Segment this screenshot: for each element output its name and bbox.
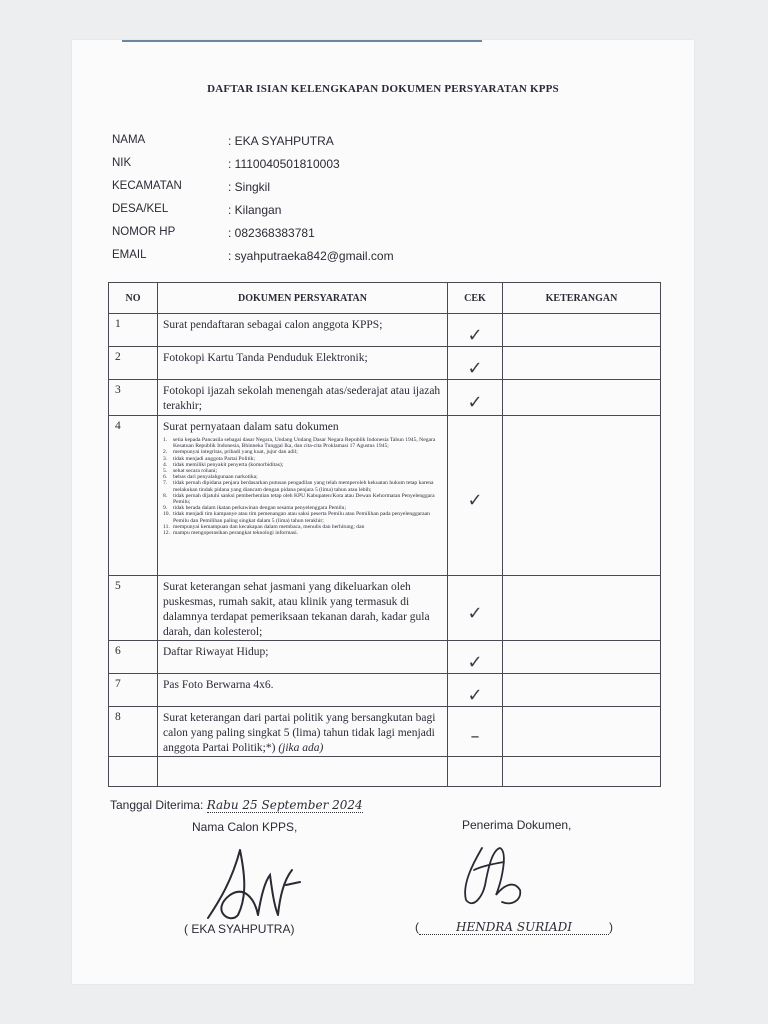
- header-dokumen: DOKUMEN PERSYARATAN: [158, 283, 448, 314]
- item-number: 12.: [163, 530, 170, 537]
- row-check-cell: [448, 707, 503, 757]
- row-document: Fotokopi Kartu Tanda Penduduk Elektronik;: [158, 347, 448, 380]
- row-check-cell: [448, 576, 503, 641]
- row-check-cell: [448, 416, 503, 576]
- field-value: : EKA SYAHPUTRA: [228, 134, 334, 148]
- list-item: [163, 511, 443, 523]
- field-value: : syahputraeka842@gmail.com: [228, 249, 394, 263]
- row-keterangan: [503, 347, 661, 380]
- item-text: mempunyai integritas, pribadi yang kuat, jujur dan adil;: [173, 449, 298, 456]
- item-text: bebas dari penyalahgunaan narkotika;: [173, 474, 258, 481]
- field-value: : 1110040501810003: [228, 157, 340, 171]
- checkmark-icon: ✓: [467, 324, 483, 346]
- row-keterangan: [503, 416, 661, 576]
- checkmark-icon: ✓: [467, 651, 483, 673]
- item-text: setia kepada Pancasila sebagai dasar Negara, Undang Undang Dasar Negara Republik Indonesia Tahun 1945, Negara Kesatuan Republik Indonesia, Bhinneka Tunggal Ika, dan cita-cita Proklamasi 17 Agustus 1945;: [173, 437, 436, 450]
- field-label: NOMOR HP: [112, 226, 176, 238]
- item-number: 3.: [163, 455, 168, 462]
- item-text: tidak pernah dijatuhi sanksi pemberhentian tetap oleh KPU Kabupaten/Kota atau Dewan Kehormatan Penyelenggara Pemilu;: [173, 492, 435, 506]
- item-text: tidak berada dalam ikatan perkawinan dengan sesama penyelenggara Pemilu;: [173, 505, 347, 512]
- table-row: [109, 314, 661, 347]
- row-keterangan: [503, 707, 661, 757]
- row-check-cell: [448, 674, 503, 707]
- top-border-line: [122, 40, 482, 42]
- row-number: 8: [109, 707, 158, 757]
- row-number: 7: [109, 674, 158, 707]
- list-item: [163, 480, 443, 492]
- row-keterangan: [503, 757, 661, 787]
- item-text: tidak menjadi anggota Partai Politik;: [173, 455, 256, 462]
- row-keterangan: [503, 314, 661, 347]
- requirements-table: [108, 282, 661, 787]
- receiver-name-handwritten: HENDRA SURIADI: [419, 920, 609, 935]
- document-title: DAFTAR ISIAN KELENGKAPAN DOKUMEN PERSYARATAN KPPS: [207, 83, 559, 95]
- item-number: 6.: [163, 474, 168, 481]
- checkmark-icon: ✓: [467, 684, 483, 706]
- item-number: 4.: [163, 461, 168, 468]
- field-label: NIK: [112, 157, 132, 169]
- row-keterangan: [503, 641, 661, 674]
- row-check-cell: [448, 380, 503, 416]
- row-check-cell: [448, 314, 503, 347]
- item-number: 10.: [163, 511, 170, 518]
- row-document: [158, 416, 448, 576]
- row-document: Surat keterangan sehat jasmani yang dikeluarkan oleh puskesmas, rumah sakit, atau klinik yang termasuk di dalamnya terdapat pemeriksaan tekanan darah, kadar gula darah, dan kolesterol;: [158, 576, 448, 641]
- item-text: sehat secara rohani;: [173, 468, 218, 475]
- row-keterangan: [503, 674, 661, 707]
- row-document-note: (jika ada): [278, 742, 324, 754]
- row-number: 6: [109, 641, 158, 674]
- field-label: DESA/KEL: [112, 203, 169, 215]
- table-row: [109, 416, 661, 576]
- paren-close: ): [609, 920, 613, 934]
- item-number: 5.: [163, 468, 168, 475]
- item-number: 1.: [163, 437, 168, 443]
- field-label: KECAMATAN: [112, 180, 182, 192]
- row-document: [158, 757, 448, 787]
- candidate-signature-image: [200, 840, 310, 930]
- item-number: 9.: [163, 505, 168, 512]
- header-keterangan: KETERANGAN: [503, 283, 661, 314]
- table-row: [109, 674, 661, 707]
- row-number: [109, 757, 158, 787]
- row-check-cell: [448, 757, 503, 787]
- row-keterangan: [503, 380, 661, 416]
- row-document-text: Surat keterangan dari partai politik yang bersangkutan bagi calon yang paling singkat 5 (lima) tahun tidak lagi menjadi anggota Partai Politik;*): [163, 712, 436, 754]
- document-page: [72, 40, 694, 984]
- table-row: [109, 347, 661, 380]
- candidate-signature-title: Nama Calon KPPS,: [192, 820, 298, 834]
- receiver-name: [415, 920, 613, 935]
- checkmark-icon: ✓: [467, 602, 483, 624]
- date-received: [110, 798, 363, 813]
- row-document-title: Surat pernyataan dalam satu dokumen: [163, 421, 339, 433]
- field-label: NAMA: [112, 134, 146, 146]
- item-text: tidak menjadi tim kampanye atau tim pemenangan atau saksi peserta Pemilu atau Pemilihan pada penyelenggaraan Pemilu dan Pemilihan paling singkat dalam 5 (lima) tahun terakhir;: [173, 511, 430, 524]
- item-number: 7.: [163, 480, 168, 487]
- table-row: [109, 641, 661, 674]
- table-row: [109, 576, 661, 641]
- row-document: Pas Foto Berwarna 4x6.: [158, 674, 448, 707]
- row-number: 5: [109, 576, 158, 641]
- item-number: 2.: [163, 449, 168, 456]
- item-text: tidak pernah dipidana penjara berdasarkan putusan pengadilan yang telah memperoleh kekuatan hukum tetap karena melakukan tindak pidana yang diancam dengan pidana penjara 5 (lima) tahun atau lebih;: [173, 480, 434, 493]
- paren-open: (: [415, 920, 419, 934]
- item-number: 8.: [163, 492, 168, 499]
- row-number: 3: [109, 380, 158, 416]
- row-check-cell: [448, 347, 503, 380]
- list-item: [163, 493, 443, 505]
- row-number: 2: [109, 347, 158, 380]
- item-text: mempunyai kemampuan dan kecakapan dalam membaca, menulis dan berhitung; dan: [173, 523, 365, 530]
- list-item: [163, 530, 443, 536]
- table-row-empty: [109, 757, 661, 787]
- row-number: 4: [109, 416, 158, 576]
- item-number: 11.: [163, 523, 170, 530]
- item-text: tidak memiliki penyakit penyerta (komorbiditas);: [173, 461, 284, 468]
- checkmark-icon: ✓: [467, 490, 483, 511]
- table-row: [109, 707, 661, 757]
- checkmark-icon: ✓: [467, 392, 483, 413]
- header-cek: CEK: [448, 283, 503, 314]
- row-document: Fotokopi ijazah sekolah menengah atas/sederajat atau ijazah terakhir;: [158, 380, 448, 416]
- field-value: : Singkil: [228, 180, 271, 194]
- receiver-signature-image: [452, 840, 532, 920]
- candidate-name: ( EKA SYAHPUTRA): [184, 922, 295, 936]
- list-item: [163, 437, 443, 449]
- field-value: : Kilangan: [228, 203, 282, 217]
- field-label: EMAIL: [112, 249, 147, 261]
- row-document: [158, 707, 448, 757]
- row-number: 1: [109, 314, 158, 347]
- date-value: Rabu 25 September 2024: [206, 798, 363, 812]
- dash-mark: –: [470, 726, 480, 747]
- field-value: : 082368383781: [228, 226, 315, 240]
- header-no: NO: [109, 283, 158, 314]
- row-document: Surat pendaftaran sebagai calon anggota KPPS;: [158, 314, 448, 347]
- row-check-cell: [448, 641, 503, 674]
- statement-list: [163, 437, 443, 536]
- row-keterangan: [503, 576, 661, 641]
- item-text: mampu mengoperasikan perangkat teknologi informasi.: [173, 530, 299, 537]
- date-label: Tanggal Diterima:: [110, 798, 204, 812]
- table-row: [109, 380, 661, 416]
- table-header-row: [109, 283, 661, 314]
- row-document: Daftar Riwayat Hidup;: [158, 641, 448, 674]
- receiver-signature-title: Penerima Dokumen,: [462, 818, 572, 832]
- checkmark-icon: ✓: [467, 357, 483, 379]
